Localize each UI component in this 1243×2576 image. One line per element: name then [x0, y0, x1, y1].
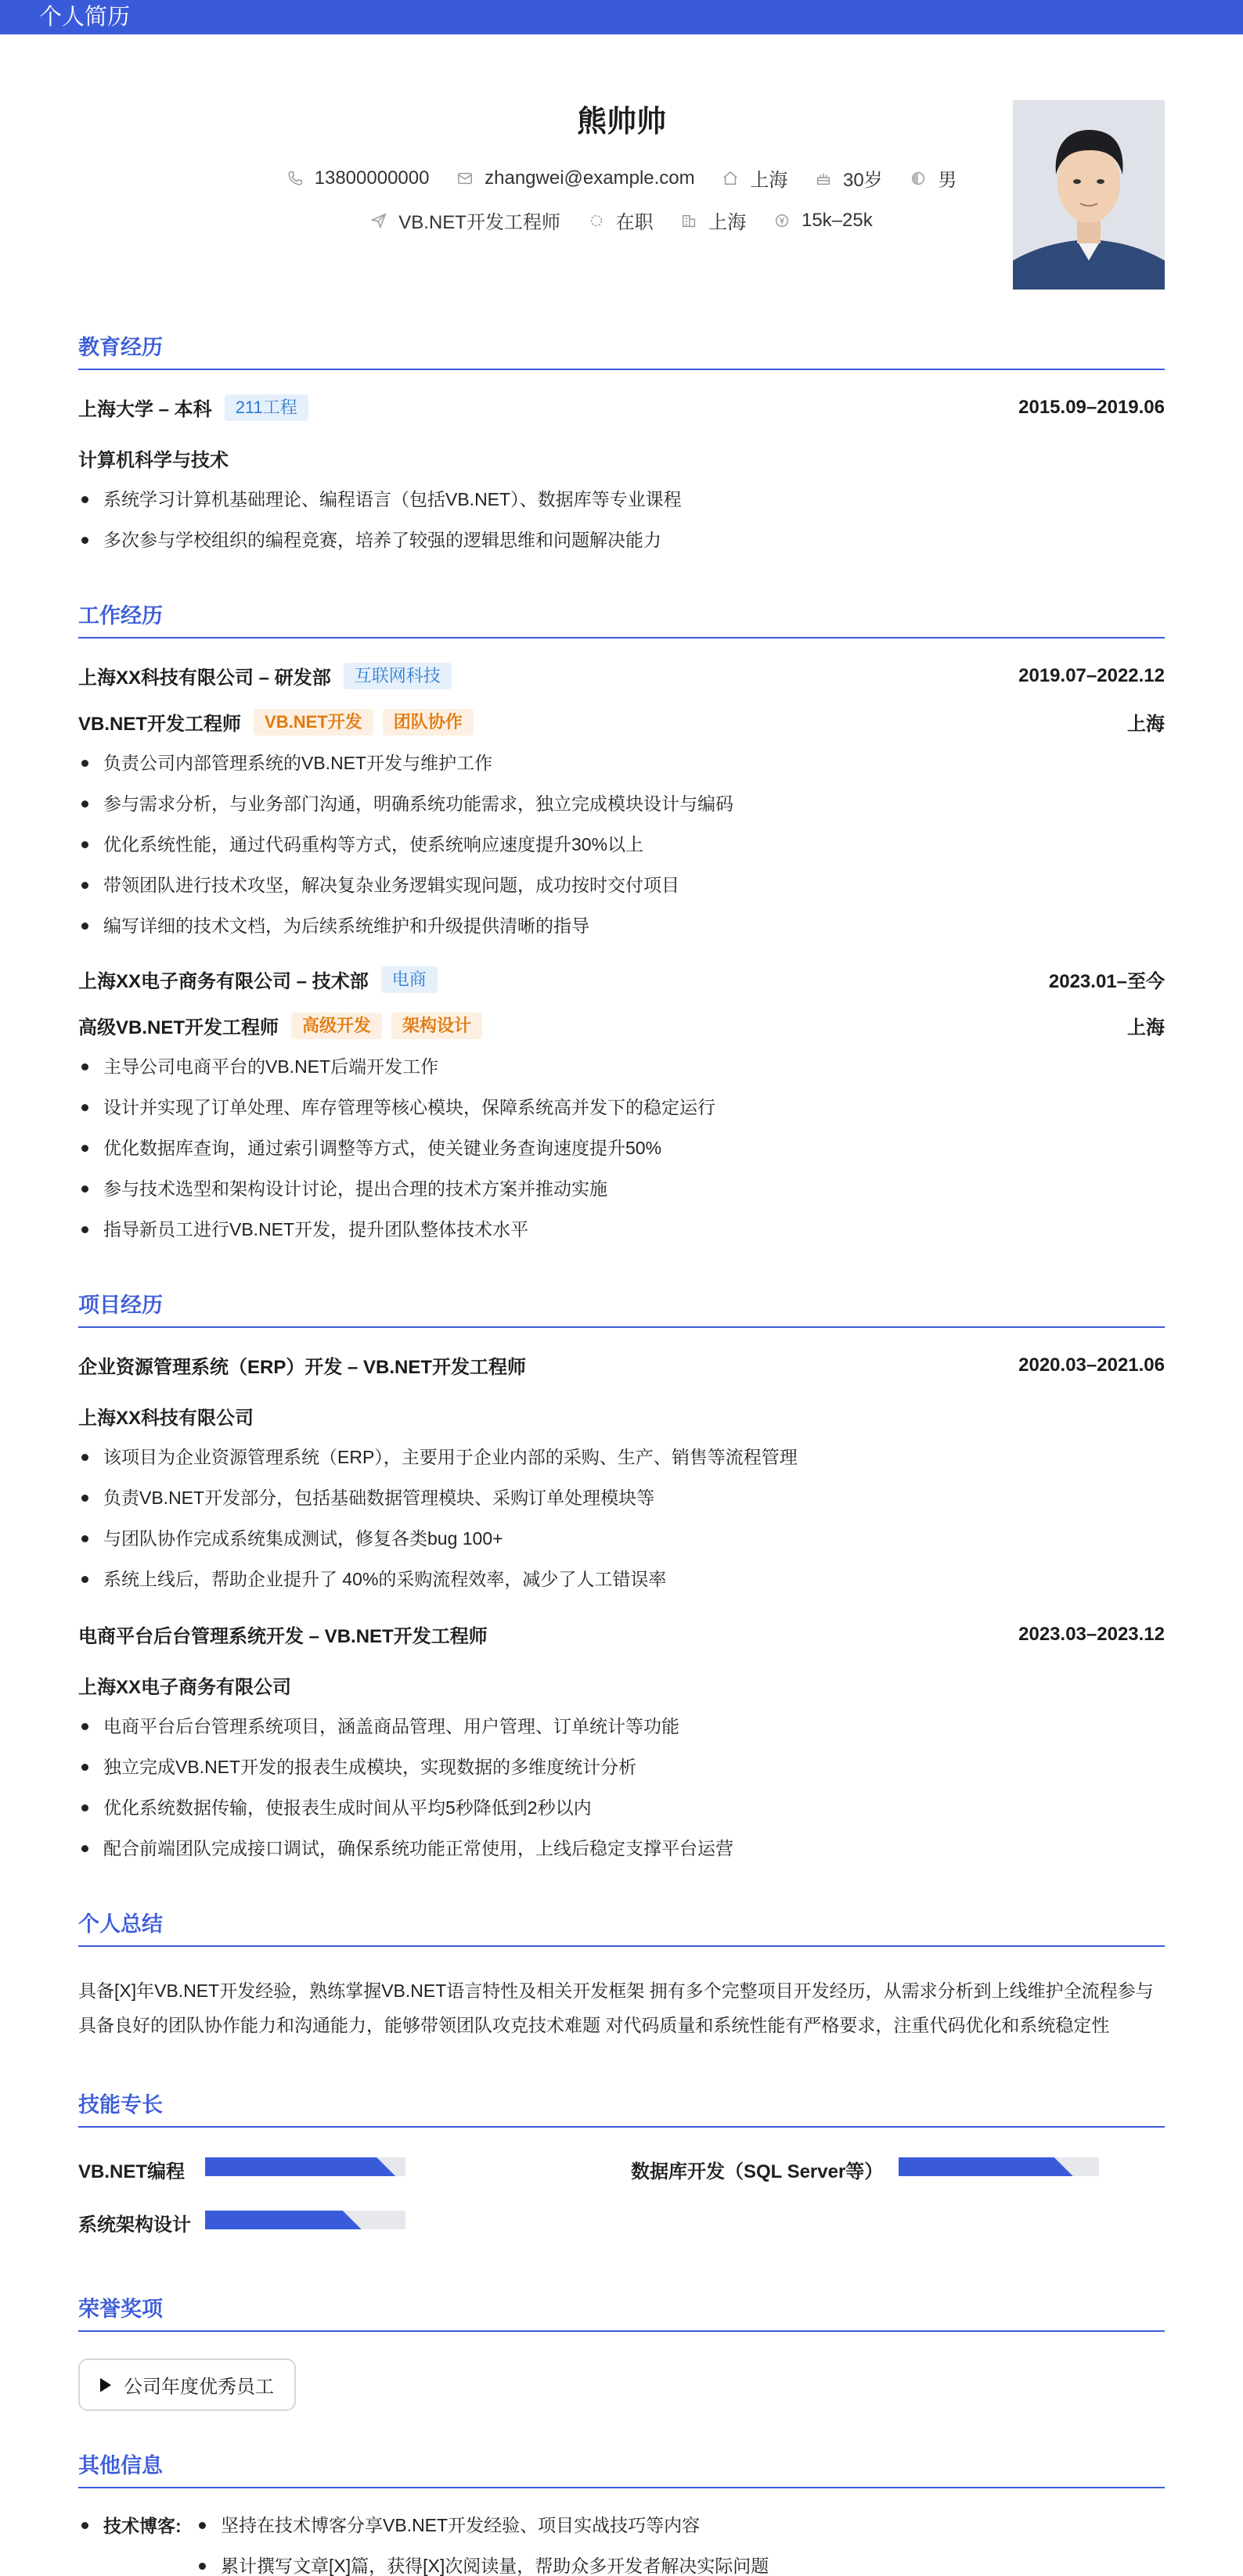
- list-item: 优化系统数据传输，使报表生成时间从平均5秒降低到2秒以内: [78, 1794, 1165, 1821]
- summary-section: [78, 1907, 1165, 2042]
- school-tag: 211工程: [225, 394, 308, 421]
- project-header: [78, 1621, 1165, 1648]
- email-text: zhangwei@example.com: [485, 167, 695, 189]
- skill-name: 数据库开发（SQL Server等）: [631, 2161, 884, 2182]
- role-tag: VB.NET开发: [254, 709, 373, 736]
- list-item: 配合前端团队完成接口调试，确保系统功能正常使用，上线后稳定支撑平台运营: [78, 1835, 1165, 1862]
- send-icon: [370, 212, 387, 229]
- company-name: 上海XX科技有限公司 – 研发部: [78, 667, 331, 689]
- list-item: 设计并实现了订单处理、库存管理等核心模块，保障系统高并发下的稳定运行: [78, 1094, 1165, 1121]
- project-date: 2023.03–2023.12: [1018, 1623, 1165, 1645]
- education-header: [78, 394, 1165, 421]
- education-section: [78, 330, 1165, 553]
- project-bullets: [78, 1444, 1165, 1592]
- salary-text: 15k–25k: [801, 209, 873, 231]
- summary-text: 具备[X]年VB.NET开发经验，熟练掌握VB.NET语言特性及相关开发框架 拥有多个完整项目开发经历，从需求分析到上线维护全流程参与 具备良好的团队协作能力和沟通能力，能够带领团队攻克技术难题 对代码质量和系统性能有严格要求，注重代码优化和系统稳定性: [78, 1981, 1154, 2035]
- job-date: 2023.01–至今: [1048, 971, 1165, 992]
- work-section: [78, 599, 1165, 1243]
- job-location: 上海: [1127, 1017, 1165, 1038]
- list-item: 参与需求分析，与业务部门沟通，明确系统功能需求，独立完成模块设计与编码: [78, 790, 1165, 817]
- job-header: [78, 966, 1165, 993]
- list-item: 负责VB.NET开发部分，包括基础数据管理模块、采购订单处理模块等: [78, 1484, 1165, 1511]
- list-item: 独立完成VB.NET开发的报表生成模块，实现数据的多维度统计分析: [78, 1754, 1165, 1780]
- project-name: 电商平台后台管理系统开发 – VB.NET开发工程师: [78, 1626, 488, 1647]
- list-item: 该项目为企业资源管理系统（ERP），主要用于企业内部的采购、生产、销售等流程管理: [78, 1444, 1165, 1470]
- skill-bar: [205, 2211, 405, 2229]
- target-city-text: 上海: [708, 212, 747, 233]
- play-icon: [100, 2378, 111, 2392]
- salary-icon: [773, 212, 791, 229]
- list-item: 电商平台后台管理系统项目，涵盖商品管理、用户管理、订单统计等功能: [78, 1713, 1165, 1740]
- list-item: 优化系统性能，通过代码重构等方式，使系统响应速度提升30%以上: [78, 831, 1165, 858]
- top-title-bar: [0, 0, 1243, 34]
- age-info: [815, 164, 883, 192]
- skill-bar: [205, 2157, 405, 2176]
- school-name: 上海大学 – 本科: [78, 399, 212, 420]
- list-item: 主导公司电商平台的VB.NET后端开发工作: [78, 1053, 1165, 1080]
- mail-icon: [456, 170, 474, 187]
- projects-section: [78, 1288, 1165, 1862]
- job-role-row: [78, 708, 1165, 736]
- list-item: 系统上线后，帮助企业提升了 40%的采购流程效率，减少了人工错误率: [78, 1566, 1165, 1592]
- gender-text: 男: [938, 170, 957, 191]
- gender-info: [910, 164, 957, 192]
- phone-info: [286, 167, 430, 189]
- education-bullets: [78, 486, 1165, 553]
- award-item[interactable]: [78, 2358, 296, 2411]
- project-date: 2020.03–2021.06: [1018, 1354, 1165, 1376]
- skill-name: 系统架构设计: [78, 2214, 191, 2236]
- blog-label: 技术博客:: [78, 2512, 196, 2576]
- role-tag: 团队协作: [383, 709, 474, 736]
- honors-section: [78, 2292, 1165, 2411]
- skills-list: [78, 2156, 1165, 2273]
- project-company: 上海XX电子商务有限公司: [78, 1677, 292, 1698]
- list-item: 系统学习计算机基础理论、编程语言（包括VB.NET）、数据库等专业课程: [78, 486, 1165, 513]
- city-text: 上海: [750, 170, 788, 191]
- list-item: 多次参与学校组织的编程竞赛，培养了较强的逻辑思维和问题解决能力: [78, 527, 1165, 553]
- summary-title: 个人总结: [78, 1907, 1165, 1947]
- list-item: 坚持在技术博客分享VB.NET开发经验、项目实战技巧等内容: [196, 2512, 769, 2538]
- gender-icon: [910, 170, 927, 187]
- building-icon: [680, 212, 697, 229]
- list-item: 累计撰写文章[X]篇，获得[X]次阅读量，帮助众多开发者解决实际问题: [196, 2553, 769, 2576]
- home-icon: [722, 170, 739, 187]
- page-title: 个人简历: [39, 5, 131, 30]
- phone-icon: [286, 170, 304, 187]
- project-bullets: [78, 1713, 1165, 1862]
- list-item: 带领团队进行技术攻坚，解决复杂业务逻辑实现问题，成功按时交付项目: [78, 872, 1165, 898]
- honors-title: 荣誉奖项: [78, 2292, 1165, 2332]
- status-icon: [588, 212, 605, 229]
- city-info: [722, 164, 787, 192]
- profile-header: [78, 34, 1165, 293]
- work-title: 工作经历: [78, 599, 1165, 639]
- job-role-row: [78, 1012, 1165, 1039]
- list-item: 参与技术选型和架构设计讨论，提出合理的技术方案并推动实施: [78, 1175, 1165, 1202]
- job-role: 高级VB.NET开发工程师: [78, 1017, 279, 1038]
- age-text: 30岁: [842, 170, 883, 191]
- project-header: [78, 1351, 1165, 1379]
- skill-fill: [205, 2211, 362, 2229]
- other-info: [78, 2512, 1165, 2576]
- skill-fill: [205, 2157, 395, 2176]
- job-bullets: [78, 1053, 1165, 1243]
- project-company: 上海XX科技有限公司: [78, 1408, 254, 1429]
- list-item: 负责公司内部管理系统的VB.NET开发与维护工作: [78, 750, 1165, 776]
- projects-title: 项目经历: [78, 1288, 1165, 1328]
- contact-row: [78, 164, 1165, 192]
- target-city-info: [680, 207, 746, 234]
- skills-title: 技能专长: [78, 2088, 1165, 2128]
- job-date: 2019.07–2022.12: [1018, 664, 1165, 686]
- major: 计算机科学与技术: [78, 450, 229, 471]
- job-intent-row: [78, 207, 1165, 235]
- salary-info: [773, 210, 873, 232]
- industry-tag: 互联网科技: [344, 663, 452, 689]
- other-section: [78, 2448, 1165, 2576]
- list-item: 编写详细的技术文档，为后续系统维护和升级提供清晰的指导: [78, 912, 1165, 939]
- candidate-name: 熊帅帅: [576, 106, 666, 139]
- company-name: 上海XX电子商务有限公司 – 技术部: [78, 971, 369, 992]
- phone-text: 13800000000: [314, 167, 430, 189]
- skill-item: [78, 2156, 185, 2183]
- skill-bar: [899, 2157, 1099, 2176]
- award-text: 公司年度优秀员工: [124, 2376, 274, 2398]
- list-item: 指导新员工进行VB.NET开发，提升团队整体技术水平: [78, 1216, 1165, 1243]
- profile-photo: [1013, 100, 1165, 290]
- other-title: 其他信息: [78, 2448, 1165, 2488]
- job-role: VB.NET开发工程师: [78, 714, 242, 735]
- blog-list: [196, 2512, 769, 2576]
- job-header: [78, 662, 1165, 689]
- job-info: [370, 207, 560, 234]
- job-bullets: [78, 750, 1165, 939]
- list-item: 优化数据库查询，通过索引调整等方式，使关键业务查询速度提升50%: [78, 1135, 1165, 1161]
- job-location: 上海: [1127, 714, 1165, 735]
- status-text: 在职: [615, 212, 654, 233]
- skill-item: [78, 2209, 191, 2236]
- age-icon: [815, 170, 832, 187]
- education-date: 2015.09–2019.06: [1018, 396, 1165, 418]
- skills-section: [78, 2088, 1165, 2273]
- list-item: 与团队协作完成系统集成测试，修复各类bug 100+: [78, 1525, 1165, 1552]
- industry-tag: 电商: [381, 966, 438, 993]
- skill-item: [631, 2156, 883, 2183]
- status-info: [588, 207, 654, 234]
- role-tag: 高级开发: [291, 1013, 382, 1039]
- education-title: 教育经历: [78, 330, 1165, 370]
- skill-fill: [899, 2157, 1073, 2176]
- skill-name: VB.NET编程: [78, 2161, 186, 2182]
- role-tag: 架构设计: [391, 1013, 482, 1039]
- project-name: 企业资源管理系统（ERP）开发 – VB.NET开发工程师: [78, 1357, 527, 1378]
- email-info: [456, 167, 695, 189]
- job-text: VB.NET开发工程师: [398, 212, 560, 233]
